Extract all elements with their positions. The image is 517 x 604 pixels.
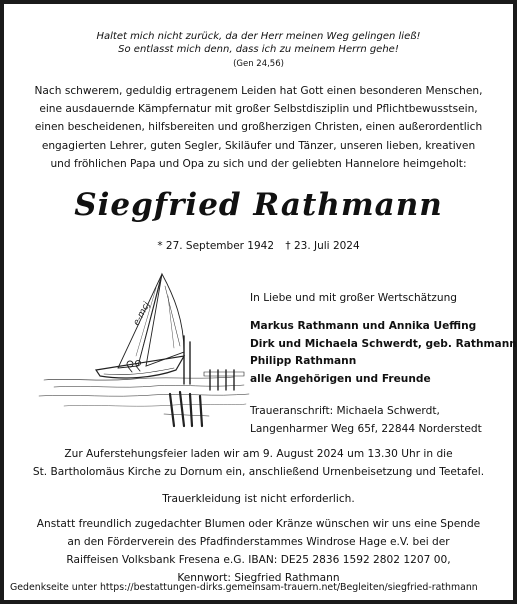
donation-line: Raiffeisen Volksbank Fresena e.G. IBAN: DE25 2836 1592 2802 1207 00, <box>66 554 451 566</box>
life-dates <box>4 240 513 252</box>
funeral-service-info <box>4 446 513 481</box>
verse-line-2: So entlasst mich denn, dass ich zu meinem Herrn gehe! <box>118 44 399 55</box>
service-line: St. Bartholomäus Kirche zu Dornum ein, anschließend Urnenbeisetzung und Teetafel. <box>32 465 485 478</box>
intro-line: und fröhlichen Papa und Opa zu sich und der geliebten Hannelore heimgeholt: <box>50 157 467 170</box>
intro-line: eine ausdauernde Kämpfernatur mit großer Selbstdisziplin und Pflichtbewusstsein, <box>39 103 478 116</box>
address-line-2: Langenharmer Weg 65f, 22844 Norderstedt <box>250 423 482 435</box>
sail-number-text: e-mcj <box>131 300 153 328</box>
mourner-name: Philipp Rathmann <box>250 355 357 367</box>
mourning-address <box>250 402 512 438</box>
deceased-name: Siegfried Rathmann <box>74 187 443 223</box>
intro-line: engagierten Lehrer, guten Segler, Skiläufer und Tänzer, unseren lieben, kreativen <box>41 139 476 152</box>
address-line-1: Traueranschrift: Michaela Schwerdt, <box>250 405 440 417</box>
mourner-name: Markus Rathmann und Annika Ueffing <box>250 320 477 332</box>
mourner-name: alle Angehörigen und Freunde <box>250 372 431 385</box>
donation-line: Anstatt freundlich zugedachter Blumen oder Kränze wünschen wir uns eine Spende <box>36 518 481 530</box>
mourners-names <box>250 318 517 388</box>
death-date: † 23. Juli 2024 <box>285 240 360 252</box>
mourners-lead: In Liebe und mit großer Wertschätzung <box>250 292 458 304</box>
mourners-block <box>250 292 517 438</box>
service-line: Zur Auferstehungsfeier laden wir am 9. August 2024 um 13.30 Uhr in die <box>64 448 453 460</box>
memorial-page-link[interactable]: Gedenkseite unter https://bestattungen-dirks.gemeinsam-trauern.net/Begleiten/siegfried-rathmann <box>10 582 478 593</box>
verse-reference: (Gen 24,56) <box>233 59 284 69</box>
sailboat-sketch-image <box>34 266 254 436</box>
birth-date: * 27. September 1942 <box>157 240 275 252</box>
verse-line-1: Haltet mich nicht zurück, da der Herr meinen Weg gelingen ließ! <box>96 31 421 42</box>
donation-info <box>4 515 513 587</box>
donation-line: an den Förderverein des Pfadfinderstammes Windrose Hage e.V. bei der <box>67 536 450 548</box>
intro-text <box>16 82 501 173</box>
intro-line: einen bescheidenen, hilfsbereiten und großherzigen Christen, einen außerordentlich <box>34 121 483 134</box>
dress-code: Trauerkleidung ist nicht erforderlich. <box>162 493 355 505</box>
bible-verse <box>4 30 513 56</box>
intro-line: Nach schwerem, geduldig ertragenem Leiden hat Gott einen besonderen Menschen, <box>34 85 483 97</box>
mourner-name: Dirk und Michaela Schwerdt, geb. Rathmann <box>250 337 517 350</box>
donation-line: Kennwort: Siegfried Rathmann <box>177 572 340 584</box>
